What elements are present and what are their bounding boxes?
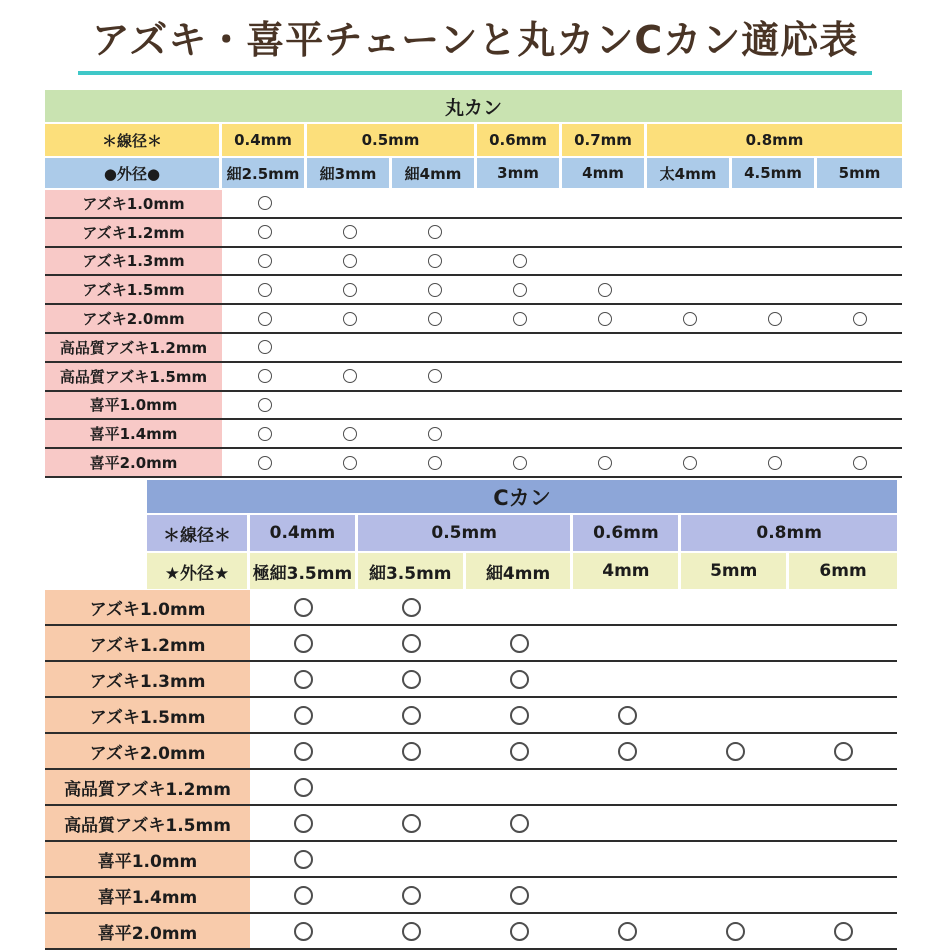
circle-mark-icon [294,850,313,869]
marukan-compat-cell [817,190,902,217]
marukan-compat-cell [307,420,392,447]
ckan-row-label: アズキ2.0mm [45,734,250,768]
marukan-compat-cell [392,219,477,246]
circle-mark-icon [343,427,357,441]
marukan-table-row [45,363,902,392]
marukan-compat-cell [817,334,902,361]
marukan-compat-cell [222,363,307,390]
circle-mark-icon [294,634,313,653]
ckan-table-row [45,626,897,662]
marukan-outer-diameter-label: ●外径● [45,158,219,188]
marukan-wire-size-cell: 0.6mm [477,124,559,156]
ckan-compat-cell [573,806,681,840]
marukan-compat-cell [817,248,902,275]
marukan-compat-cell [307,305,392,332]
marukan-wire-diameter-row [45,124,902,156]
circle-mark-icon [510,922,529,941]
ckan-compat-cell [466,698,574,732]
marukan-compat-cell [647,305,732,332]
marukan-compat-cell [307,392,392,419]
ckan-wire-size-cell: 0.5mm [358,515,571,551]
ckan-compat-cell [250,770,358,804]
circle-mark-icon [258,283,272,297]
circle-mark-icon [402,814,421,833]
circle-mark-icon [618,922,637,941]
marukan-outer-size-cell: 細4mm [392,158,474,188]
ckan-compat-cell [789,590,897,624]
circle-mark-icon [726,922,745,941]
ckan-table-row [45,734,897,770]
ckan-table-head [147,480,897,591]
marukan-compat-cell [222,190,307,217]
ckan-compat-cell [250,626,358,660]
marukan-table-row [45,248,902,277]
ckan-outer-size-cell: 6mm [789,553,897,589]
ckan-row-label: 喜平2.0mm [45,914,250,948]
marukan-wire-size-cell: 0.5mm [307,124,474,156]
ckan-compat-cell [466,590,574,624]
ckan-compat-cell [573,914,681,948]
marukan-compat-cell [392,190,477,217]
ckan-wire-diameter-row [147,515,897,551]
circle-mark-icon [258,254,272,268]
circle-mark-icon [294,598,313,617]
marukan-wire-diameter-label: ＊線径＊ [45,124,219,156]
ckan-compat-cell [358,626,466,660]
ckan-compat-cell [573,662,681,696]
ckan-compat-cell [681,662,789,696]
circle-mark-icon [258,369,272,383]
circle-mark-icon [258,456,272,470]
circle-mark-icon [510,670,529,689]
marukan-compat-cell [562,305,647,332]
marukan-compat-cell [222,420,307,447]
circle-mark-icon [598,456,612,470]
marukan-compat-cell [307,334,392,361]
circle-mark-icon [258,340,272,354]
marukan-table-row [45,305,902,334]
ckan-compat-cell [358,698,466,732]
marukan-compat-cell [647,190,732,217]
ckan-compat-cell [466,662,574,696]
page-title: アズキ・喜平チェーンと丸カンCカン適応表 [78,18,872,75]
ckan-table-body [45,590,897,950]
ckan-compat-cell [789,734,897,768]
marukan-outer-size-cell: 細2.5mm [222,158,304,188]
circle-mark-icon [428,225,442,239]
marukan-outer-diameter-row [45,158,902,188]
ckan-table-row [45,590,897,626]
ckan-row-label: 高品質アズキ1.2mm [45,770,250,804]
marukan-compat-cell [222,248,307,275]
marukan-compat-cell [392,305,477,332]
marukan-compat-cell [307,363,392,390]
circle-mark-icon [510,886,529,905]
ckan-compat-cell [466,842,574,876]
ckan-compat-cell [681,914,789,948]
ckan-table-row [45,878,897,914]
circle-mark-icon [510,814,529,833]
marukan-compat-cell [732,363,817,390]
ckan-table-row [45,914,897,950]
marukan-compat-cell [392,334,477,361]
ckan-row-label: アズキ1.0mm [45,590,250,624]
circle-mark-icon [834,922,853,941]
circle-mark-icon [294,670,313,689]
marukan-outer-size-cell: 5mm [817,158,902,188]
marukan-compat-cell [647,248,732,275]
circle-mark-icon [402,670,421,689]
circle-mark-icon [513,456,527,470]
marukan-row-label: アズキ2.0mm [45,305,222,332]
marukan-row-label: 喜平1.4mm [45,420,222,447]
marukan-table-row [45,190,902,219]
marukan-compat-cell [732,219,817,246]
ckan-compat-cell [250,806,358,840]
ckan-compat-cell [250,734,358,768]
ckan-compat-cell [573,842,681,876]
ckan-compat-cell [466,878,574,912]
ckan-compat-cell [573,626,681,660]
marukan-table-row [45,334,902,363]
ckan-outer-size-cell: 4mm [573,553,678,589]
marukan-compat-cell [222,219,307,246]
ckan-table-header [147,480,897,513]
marukan-compat-cell [817,392,902,419]
marukan-outer-size-cell: 4mm [562,158,644,188]
circle-mark-icon [402,922,421,941]
ckan-compat-cell [681,734,789,768]
ckan-compat-cell [466,770,574,804]
marukan-compat-cell [477,305,562,332]
ckan-compat-cell [358,590,466,624]
ckan-compat-cell [681,806,789,840]
ckan-compat-cell [789,914,897,948]
marukan-table-title: 丸カン [444,96,502,119]
marukan-compat-cell [562,190,647,217]
marukan-table-row [45,392,902,421]
marukan-row-label: 喜平1.0mm [45,392,222,419]
marukan-compat-cell [732,305,817,332]
circle-mark-icon [402,886,421,905]
marukan-compat-cell [392,248,477,275]
marukan-row-label: 喜平2.0mm [45,449,222,476]
marukan-compat-cell [392,363,477,390]
marukan-outer-size-cell: 太4mm [647,158,729,188]
marukan-compat-cell [732,190,817,217]
circle-mark-icon [683,456,697,470]
ckan-compat-cell [573,698,681,732]
marukan-row-label: 高品質アズキ1.2mm [45,334,222,361]
ckan-compat-cell [681,626,789,660]
ckan-compat-cell [681,842,789,876]
ckan-compat-cell [358,842,466,876]
marukan-compat-cell [222,276,307,303]
marukan-compat-cell [732,392,817,419]
marukan-compat-cell [817,449,902,476]
circle-mark-icon [428,456,442,470]
ckan-row-label: アズキ1.5mm [45,698,250,732]
circle-mark-icon [294,778,313,797]
ckan-compat-cell [466,914,574,948]
ckan-compat-cell [789,806,897,840]
ckan-compat-cell [573,734,681,768]
ckan-outer-size-cell: 5mm [681,553,786,589]
ckan-compat-cell [789,842,897,876]
circle-mark-icon [513,283,527,297]
marukan-table [45,90,902,478]
marukan-row-label: アズキ1.5mm [45,276,222,303]
ckan-outer-diameter-row [147,553,897,589]
ckan-table-title: Cカン [493,485,551,510]
marukan-wire-size-cell: 0.7mm [562,124,644,156]
marukan-compat-cell [562,363,647,390]
circle-mark-icon [343,312,357,326]
marukan-compat-cell [732,276,817,303]
marukan-compat-cell [392,392,477,419]
marukan-compat-cell [732,334,817,361]
circle-mark-icon [258,427,272,441]
marukan-wire-size-cell: 0.8mm [647,124,902,156]
marukan-compat-cell [307,219,392,246]
ckan-compat-cell [681,878,789,912]
ckan-compat-cell [358,662,466,696]
ckan-compat-cell [250,590,358,624]
marukan-compat-cell [562,449,647,476]
circle-mark-icon [768,312,782,326]
marukan-compat-cell [477,190,562,217]
ckan-compat-cell [789,878,897,912]
ckan-compat-cell [573,590,681,624]
circle-mark-icon [513,254,527,268]
circle-mark-icon [683,312,697,326]
ckan-outer-size-cell: 細3.5mm [358,553,463,589]
marukan-compat-cell [817,420,902,447]
marukan-compat-cell [392,449,477,476]
circle-mark-icon [343,225,357,239]
circle-mark-icon [853,312,867,326]
ckan-compat-cell [358,878,466,912]
circle-mark-icon [428,427,442,441]
marukan-compat-cell [817,305,902,332]
ckan-compat-cell [358,770,466,804]
marukan-compat-cell [307,449,392,476]
circle-mark-icon [768,456,782,470]
circle-mark-icon [428,312,442,326]
ckan-compat-cell [250,842,358,876]
marukan-compat-cell [477,248,562,275]
marukan-compat-cell [647,363,732,390]
marukan-compat-cell [562,248,647,275]
circle-mark-icon [402,706,421,725]
marukan-compat-cell [647,420,732,447]
marukan-table-row [45,276,902,305]
ckan-table-row [45,662,897,698]
circle-mark-icon [513,312,527,326]
circle-mark-icon [343,283,357,297]
marukan-compat-cell [562,219,647,246]
ckan-table-row [45,842,897,878]
marukan-compat-cell [817,363,902,390]
ckan-wire-diameter-label: ＊線径＊ [147,515,247,551]
ckan-compat-cell [466,734,574,768]
circle-mark-icon [510,742,529,761]
ckan-compat-cell [681,770,789,804]
marukan-compat-cell [562,392,647,419]
ckan-compat-cell [466,626,574,660]
circle-mark-icon [510,634,529,653]
marukan-compat-cell [647,276,732,303]
marukan-compat-cell [817,219,902,246]
circle-mark-icon [294,814,313,833]
ckan-row-label: 喜平1.0mm [45,842,250,876]
ckan-compat-cell [250,914,358,948]
marukan-compat-cell [647,219,732,246]
page-title-wrap [0,18,950,75]
circle-mark-icon [294,922,313,941]
ckan-outer-size-cell: 細4mm [466,553,571,589]
circle-mark-icon [343,456,357,470]
ckan-row-label: 喜平1.4mm [45,878,250,912]
ckan-row-label: 高品質アズキ1.5mm [45,806,250,840]
ckan-wire-size-cell: 0.8mm [681,515,897,551]
circle-mark-icon [258,398,272,412]
marukan-table-row [45,219,902,248]
circle-mark-icon [294,742,313,761]
circle-mark-icon [428,369,442,383]
marukan-compat-cell [477,219,562,246]
ckan-compat-cell [681,698,789,732]
marukan-compat-cell [562,276,647,303]
marukan-compat-cell [222,305,307,332]
ckan-row-label: アズキ1.2mm [45,626,250,660]
marukan-row-label: アズキ1.3mm [45,248,222,275]
circle-mark-icon [294,886,313,905]
marukan-compat-cell [222,392,307,419]
marukan-compat-cell [562,420,647,447]
marukan-compat-cell [477,276,562,303]
ckan-compat-cell [466,806,574,840]
marukan-compat-cell [562,334,647,361]
ckan-wire-size-cell: 0.4mm [250,515,355,551]
marukan-row-label: 高品質アズキ1.5mm [45,363,222,390]
marukan-table-header [45,90,902,122]
ckan-outer-diameter-label: ★外径★ [147,553,247,589]
circle-mark-icon [402,598,421,617]
circle-mark-icon [853,456,867,470]
ckan-table-row [45,806,897,842]
circle-mark-icon [834,742,853,761]
marukan-compat-cell [477,363,562,390]
ckan-compat-cell [358,806,466,840]
marukan-row-label: アズキ1.0mm [45,190,222,217]
circle-mark-icon [258,225,272,239]
circle-mark-icon [510,706,529,725]
marukan-compat-cell [732,248,817,275]
marukan-compat-cell [647,334,732,361]
marukan-outer-size-cell: 細3mm [307,158,389,188]
marukan-table-row [45,449,902,478]
circle-mark-icon [294,706,313,725]
marukan-compat-cell [307,248,392,275]
marukan-row-label: アズキ1.2mm [45,219,222,246]
marukan-compat-cell [732,420,817,447]
ckan-compat-cell [250,878,358,912]
circle-mark-icon [618,706,637,725]
ckan-compat-cell [789,626,897,660]
marukan-compat-cell [477,420,562,447]
marukan-compat-cell [647,392,732,419]
circle-mark-icon [402,742,421,761]
marukan-compat-cell [477,449,562,476]
ckan-outer-size-cell: 極細3.5mm [250,553,355,589]
circle-mark-icon [258,196,272,210]
circle-mark-icon [428,254,442,268]
ckan-compat-cell [789,662,897,696]
ckan-compat-cell [358,914,466,948]
circle-mark-icon [402,634,421,653]
marukan-compat-cell [647,449,732,476]
marukan-compat-cell [307,276,392,303]
ckan-compat-cell [789,698,897,732]
ckan-row-label: アズキ1.3mm [45,662,250,696]
ckan-table-row [45,698,897,734]
ckan-compat-cell [789,770,897,804]
ckan-compat-cell [358,734,466,768]
circle-mark-icon [726,742,745,761]
marukan-compat-cell [732,449,817,476]
circle-mark-icon [618,742,637,761]
ckan-compat-cell [250,662,358,696]
marukan-compat-cell [477,392,562,419]
circle-mark-icon [598,312,612,326]
ckan-compat-cell [681,590,789,624]
circle-mark-icon [343,369,357,383]
marukan-compat-cell [307,190,392,217]
marukan-compat-cell [222,334,307,361]
marukan-compat-cell [817,276,902,303]
ckan-wire-size-cell: 0.6mm [573,515,678,551]
circle-mark-icon [258,312,272,326]
circle-mark-icon [428,283,442,297]
ckan-compat-cell [573,770,681,804]
marukan-table-body [45,190,902,478]
ckan-table-row [45,770,897,806]
marukan-compat-cell [477,334,562,361]
marukan-compat-cell [392,420,477,447]
circle-mark-icon [598,283,612,297]
ckan-compat-cell [573,878,681,912]
marukan-table-row [45,420,902,449]
marukan-compat-cell [392,276,477,303]
marukan-wire-size-cell: 0.4mm [222,124,304,156]
marukan-outer-size-cell: 4.5mm [732,158,814,188]
circle-mark-icon [343,254,357,268]
marukan-outer-size-cell: 3mm [477,158,559,188]
ckan-compat-cell [250,698,358,732]
marukan-compat-cell [222,449,307,476]
